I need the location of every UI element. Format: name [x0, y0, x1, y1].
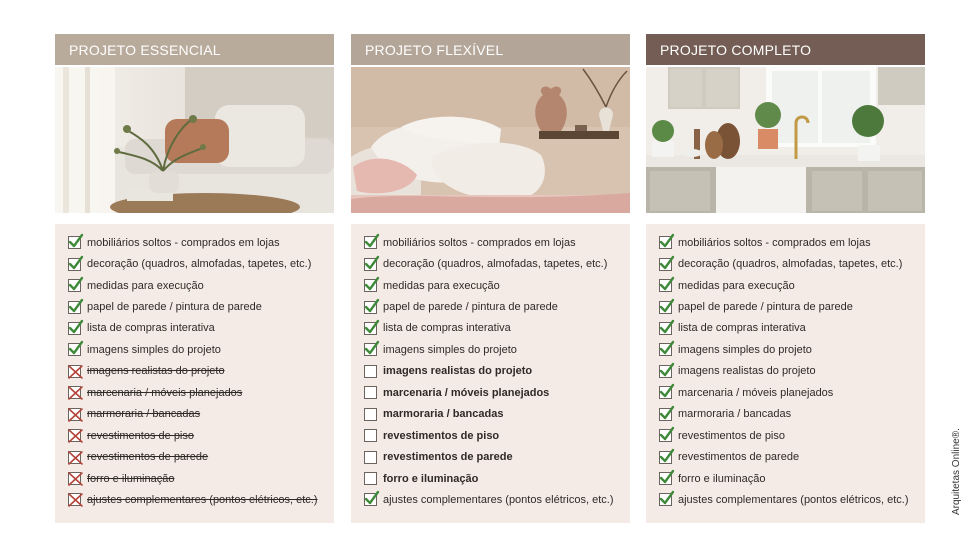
checkmark-icon: [68, 322, 81, 335]
empty-checkbox-icon: [364, 386, 377, 399]
brand-credit: Arquitetas Online®.: [951, 428, 962, 515]
checklist-item-label: revestimentos de parede: [383, 451, 513, 464]
checklist-item-label: marcenaria / móveis planejados: [678, 386, 834, 399]
checklist-item: [364, 232, 630, 253]
cross-icon: [68, 429, 81, 442]
checkmark-icon: [364, 301, 377, 314]
plan-card-flexivel: [351, 34, 630, 523]
checklist-item: [364, 361, 630, 382]
checkmark-icon: [364, 279, 377, 292]
cross-icon: [68, 386, 81, 399]
checklist-item-label: marmoraria / bancadas: [383, 408, 504, 421]
checkmark-icon: [659, 365, 672, 378]
cross-icon: [68, 493, 81, 506]
checklist-item-label: lista de compras interativa: [383, 322, 511, 335]
empty-checkbox-icon: [364, 429, 377, 442]
checklist-item-label: mobiliários soltos - comprados em lojas: [678, 236, 871, 249]
checklist-item: [364, 404, 630, 425]
checkmark-icon: [659, 408, 672, 421]
checklist-item: [659, 253, 925, 274]
checklist-item: [68, 382, 334, 403]
checklist-item-label: imagens simples do projeto: [678, 343, 812, 356]
checklist-item: [659, 404, 925, 425]
checklist-item-label: imagens realistas do projeto: [678, 365, 816, 378]
checklist-item-label: imagens simples do projeto: [87, 343, 221, 356]
kitchen-sink-photo: [646, 67, 925, 213]
checklist-item: [68, 361, 334, 382]
checklist-item: [68, 339, 334, 360]
checklist-item: [364, 253, 630, 274]
checklist-item-label: medidas para execução: [678, 279, 795, 292]
checklist-item: [659, 446, 925, 467]
empty-checkbox-icon: [364, 472, 377, 485]
checklist-item-label: mobiliários soltos - comprados em lojas: [383, 236, 576, 249]
checklist-item: [659, 468, 925, 489]
checklist-item-label: revestimentos de parede: [87, 451, 209, 464]
checkmark-icon: [364, 493, 377, 506]
checkmark-icon: [68, 258, 81, 271]
features-list: [55, 224, 334, 523]
cross-icon: [68, 365, 81, 378]
checkmark-icon: [659, 429, 672, 442]
checklist-item: [68, 446, 334, 467]
checklist-item-label: ajustes complementares (pontos elétricos, etc.): [383, 493, 614, 506]
checklist-item-label: revestimentos de piso: [383, 429, 500, 442]
checklist-item: [659, 361, 925, 382]
living-room-sofa-photo: [55, 67, 334, 213]
empty-checkbox-icon: [364, 365, 377, 378]
checklist-item-label: forro e iluminação: [678, 472, 766, 485]
checkmark-icon: [659, 472, 672, 485]
checklist-item-label: decoração (quadros, almofadas, tapetes, etc.): [383, 258, 608, 271]
cross-icon: [68, 472, 81, 485]
checklist-item: [659, 318, 925, 339]
checklist-item-label: marcenaria / móveis planejados: [87, 386, 243, 399]
checklist-item-label: lista de compras interativa: [678, 322, 806, 335]
checkmark-icon: [364, 322, 377, 335]
checklist-item-label: papel de parede / pintura de parede: [87, 301, 262, 314]
checklist-item: [364, 339, 630, 360]
checkmark-icon: [659, 258, 672, 271]
checklist-item: [659, 489, 925, 510]
cross-icon: [68, 451, 81, 464]
checklist-item-label: forro e iluminação: [87, 472, 175, 485]
checkmark-icon: [364, 258, 377, 271]
checkmark-icon: [659, 322, 672, 335]
plan-title: PROJETO COMPLETO: [646, 34, 925, 65]
checklist-item: [364, 275, 630, 296]
checklist-item: [659, 339, 925, 360]
features-list: [646, 224, 925, 523]
checklist-item-label: medidas para execução: [383, 279, 500, 292]
empty-checkbox-icon: [364, 451, 377, 464]
checkmark-icon: [659, 386, 672, 399]
checklist-item: [364, 296, 630, 317]
checkmark-icon: [659, 301, 672, 314]
checklist-item: [68, 275, 334, 296]
checklist-item-label: forro e iluminação: [383, 472, 479, 485]
checklist-item-label: revestimentos de piso: [678, 429, 785, 442]
checklist-item-label: decoração (quadros, almofadas, tapetes, etc.): [87, 258, 312, 271]
checklist-item-label: imagens realistas do projeto: [87, 365, 225, 378]
checkmark-icon: [68, 301, 81, 314]
features-list: [351, 224, 630, 523]
checklist-item: [68, 489, 334, 510]
checkmark-icon: [659, 493, 672, 506]
checklist-item: [659, 275, 925, 296]
checklist-item: [364, 425, 630, 446]
checklist-item-label: marmoraria / bancadas: [87, 408, 201, 421]
checklist-item-label: marmoraria / bancadas: [678, 408, 792, 421]
checklist-item: [364, 318, 630, 339]
checklist-item: [659, 425, 925, 446]
empty-checkbox-icon: [364, 408, 377, 421]
checkmark-icon: [68, 279, 81, 292]
checklist-item-label: papel de parede / pintura de parede: [383, 301, 558, 314]
checklist-item: [364, 382, 630, 403]
checklist-item: [364, 446, 630, 467]
checklist-item-label: marcenaria / móveis planejados: [383, 386, 550, 399]
checkmark-icon: [659, 279, 672, 292]
checklist-item: [364, 489, 630, 510]
checklist-item-label: revestimentos de piso: [87, 429, 194, 442]
checklist-item-label: revestimentos de parede: [678, 451, 800, 464]
checkmark-icon: [659, 343, 672, 356]
checkmark-icon: [659, 451, 672, 464]
checklist-item: [68, 425, 334, 446]
checklist-item-label: imagens simples do projeto: [383, 343, 517, 356]
checkmark-icon: [68, 236, 81, 249]
checklist-item: [68, 253, 334, 274]
cross-icon: [68, 408, 81, 421]
checklist-item-label: medidas para execução: [87, 279, 204, 292]
checklist-item-label: ajustes complementares (pontos elétricos, etc.): [678, 493, 909, 506]
checklist-item: [659, 296, 925, 317]
plan-title: PROJETO FLEXÍVEL: [351, 34, 630, 65]
checklist-item: [68, 232, 334, 253]
checklist-item: [68, 404, 334, 425]
checklist-item: [68, 468, 334, 489]
plan-title: PROJETO ESSENCIAL: [55, 34, 334, 65]
checklist-item-label: ajustes complementares (pontos elétricos, etc.): [87, 493, 318, 506]
checklist-item: [68, 296, 334, 317]
checklist-item-label: decoração (quadros, almofadas, tapetes, etc.): [678, 258, 903, 271]
checkmark-icon: [364, 236, 377, 249]
checklist-item-label: papel de parede / pintura de parede: [678, 301, 853, 314]
checklist-item: [659, 232, 925, 253]
checkmark-icon: [659, 236, 672, 249]
checklist-item-label: imagens realistas do projeto: [383, 365, 533, 378]
checkmark-icon: [364, 343, 377, 356]
checklist-item-label: lista de compras interativa: [87, 322, 215, 335]
checklist-item: [68, 318, 334, 339]
checklist-item: [659, 382, 925, 403]
plan-card-completo: [646, 34, 925, 523]
plan-card-essencial: [55, 34, 334, 523]
checkmark-icon: [68, 343, 81, 356]
checklist-item: [364, 468, 630, 489]
checklist-item-label: mobiliários soltos - comprados em lojas: [87, 236, 280, 249]
bedroom-pillows-photo: [351, 67, 630, 213]
